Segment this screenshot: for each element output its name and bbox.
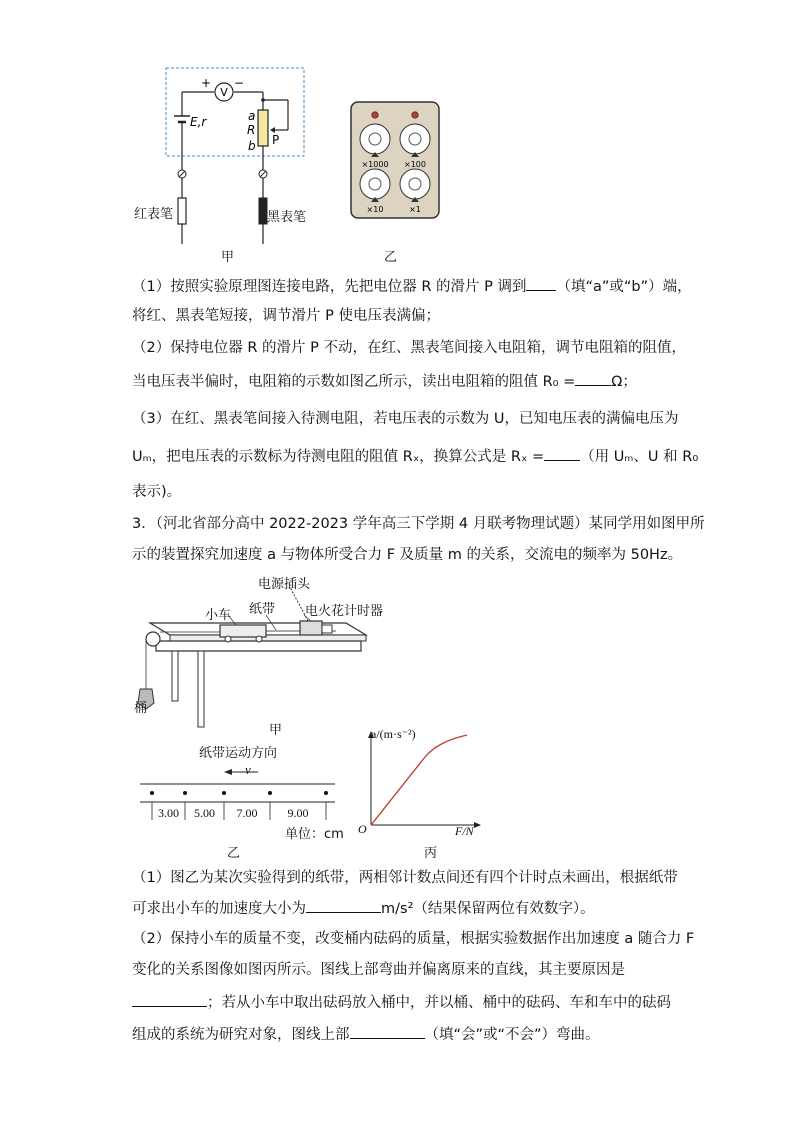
counting-point xyxy=(183,791,187,795)
q2-part1-line1 xyxy=(132,276,692,297)
tape-segment-length: 3.00 xyxy=(158,806,179,820)
graph-ylabel: a/(m·s⁻²) xyxy=(371,727,416,741)
q2-part3-text: Uₘ，把电压表的示数标为待测电阻的阻值 Rₓ，换算公式是 Rₓ = xyxy=(132,449,545,465)
tape-label: 纸带 xyxy=(249,602,276,617)
black-probe-label: 黑表笔 xyxy=(267,210,307,225)
answer-blank[interactable] xyxy=(132,992,207,1007)
q3-part2-hint: （填“会”或“不会”）弯曲。 xyxy=(424,1027,600,1043)
cart-label: 小车 xyxy=(205,608,232,623)
tape-segment-length: 5.00 xyxy=(194,806,215,820)
a-f-graph xyxy=(355,725,485,840)
q2-part3-line1: （3）在红、黑表笔间接入待测电阻，若电压表的示数为 U，已知电压表的满偏电压为 xyxy=(132,411,679,427)
timer-label: 电火花计时器 xyxy=(305,604,384,619)
q2-part2-line1: （2）保持电位器 R 的滑片 P 不动，在红、黑表笔间接入电阻箱，调节电阻箱的阻值， xyxy=(132,340,686,356)
q2-part2-line2 xyxy=(132,371,637,392)
dial-label: ×1 xyxy=(409,205,421,214)
q3-part2-line1: （2）保持小车的质量不变，改变桶内砝码的质量，根据实验数据作出加速度 a 随合力 F xyxy=(132,931,695,947)
velocity-label: v xyxy=(245,762,251,777)
q2-part3-hint: （用 Uₘ、U 和 R₀ xyxy=(580,449,699,465)
dial-label: ×1000 xyxy=(361,160,389,169)
answer-blank[interactable] xyxy=(350,1024,425,1039)
q3-part2-line2: 变化的关系图像如图丙所示。图线上部弯曲并偏离原来的直线，其主要原因是 xyxy=(132,962,625,978)
terminal-a-label: a xyxy=(248,109,256,123)
tape-direction-label: 纸带运动方向 xyxy=(199,746,278,761)
q3-part2-line4 xyxy=(132,1024,600,1045)
counting-point xyxy=(324,791,328,795)
figure-caption-yi-2: 乙 xyxy=(227,846,241,861)
q2-part3-line2 xyxy=(132,446,698,467)
q2-part2-unit: Ω； xyxy=(611,374,637,390)
power-plug-label: 电源插头 xyxy=(258,577,311,592)
answer-blank[interactable] xyxy=(526,276,556,291)
figure-caption-bing: 丙 xyxy=(424,846,438,861)
counting-point xyxy=(222,791,226,795)
resistance-box xyxy=(350,101,440,219)
rheostat-label: R xyxy=(247,123,256,137)
q3-part2-text: ；若从小车中取出砝码放入桶中，并以桶、桶中的砝码、车和车中的砝码 xyxy=(207,995,671,1011)
graph-origin: O xyxy=(358,822,367,836)
answer-blank[interactable] xyxy=(575,371,611,386)
graph-xlabel: F/N xyxy=(455,824,474,838)
q2-part1-line2: 将红、黑表笔短接，调节滑片 P 使电压表满偏； xyxy=(132,308,440,324)
bucket-label: 桶 xyxy=(134,701,148,716)
tape-segment-length: 9.00 xyxy=(287,806,309,820)
counting-point xyxy=(150,791,154,795)
q3-part1-line1: （1）图乙为某次实验得到的纸带，两相邻计数点间还有四个计时点未画出，根据纸带 xyxy=(132,870,678,886)
dial-label: ×100 xyxy=(404,160,426,169)
q2-part1-text: （1）按照实验原理图连接电路，先把电位器 R 的滑片 P 调到 xyxy=(132,279,527,295)
q3-part1-unit: m/s²（结果保留两位有效数字）。 xyxy=(381,901,595,917)
q2-part2-text: 当电压表半偏时，电阻箱的示数如图乙所示，读出电阻箱的阻值 R₀ = xyxy=(132,374,576,390)
counting-point xyxy=(268,791,272,795)
figure-caption-jia-2: 甲 xyxy=(269,723,283,738)
q2-part3-line3: 表示)。 xyxy=(132,484,182,500)
red-probe-label: 红表笔 xyxy=(134,207,174,222)
minus-sign: − xyxy=(233,76,245,90)
q3-intro-line1: 3．（河北省部分高中 2022-2023 学年高三下学期 4 月联考物理试题）某同学用如图甲所 xyxy=(132,516,705,532)
q3-part2-line3 xyxy=(132,992,671,1013)
answer-blank[interactable] xyxy=(306,898,381,913)
figure-caption-jia: 甲 xyxy=(221,250,235,265)
a-f-curve xyxy=(371,735,467,825)
q2-part1-hint: （填“a”或“b”）端， xyxy=(556,279,692,295)
tape-segment-length: 7.00 xyxy=(236,806,258,820)
unit-label: 单位：cm xyxy=(285,827,344,842)
battery-label: E,r xyxy=(190,115,207,129)
q3-intro-line2: 示的装置探究加速度 a 与物体所受合力 F 及质量 m 的关系，交流电的频率为 50Hz。 xyxy=(132,547,683,563)
q3-part2-text-2: 组成的系统为研究对象，图线上部 xyxy=(132,1027,350,1043)
terminal-b-label: b xyxy=(248,139,256,153)
figure-caption-yi: 乙 xyxy=(384,250,398,265)
dial-label: ×10 xyxy=(366,205,384,214)
plus-sign: + xyxy=(200,76,212,90)
answer-blank[interactable] xyxy=(544,446,580,461)
q3-part1-text: 可求出小车的加速度大小为 xyxy=(132,901,306,917)
slider-label: P xyxy=(272,133,280,147)
voltmeter-label: V xyxy=(220,86,228,99)
q3-part1-line2 xyxy=(132,898,595,919)
